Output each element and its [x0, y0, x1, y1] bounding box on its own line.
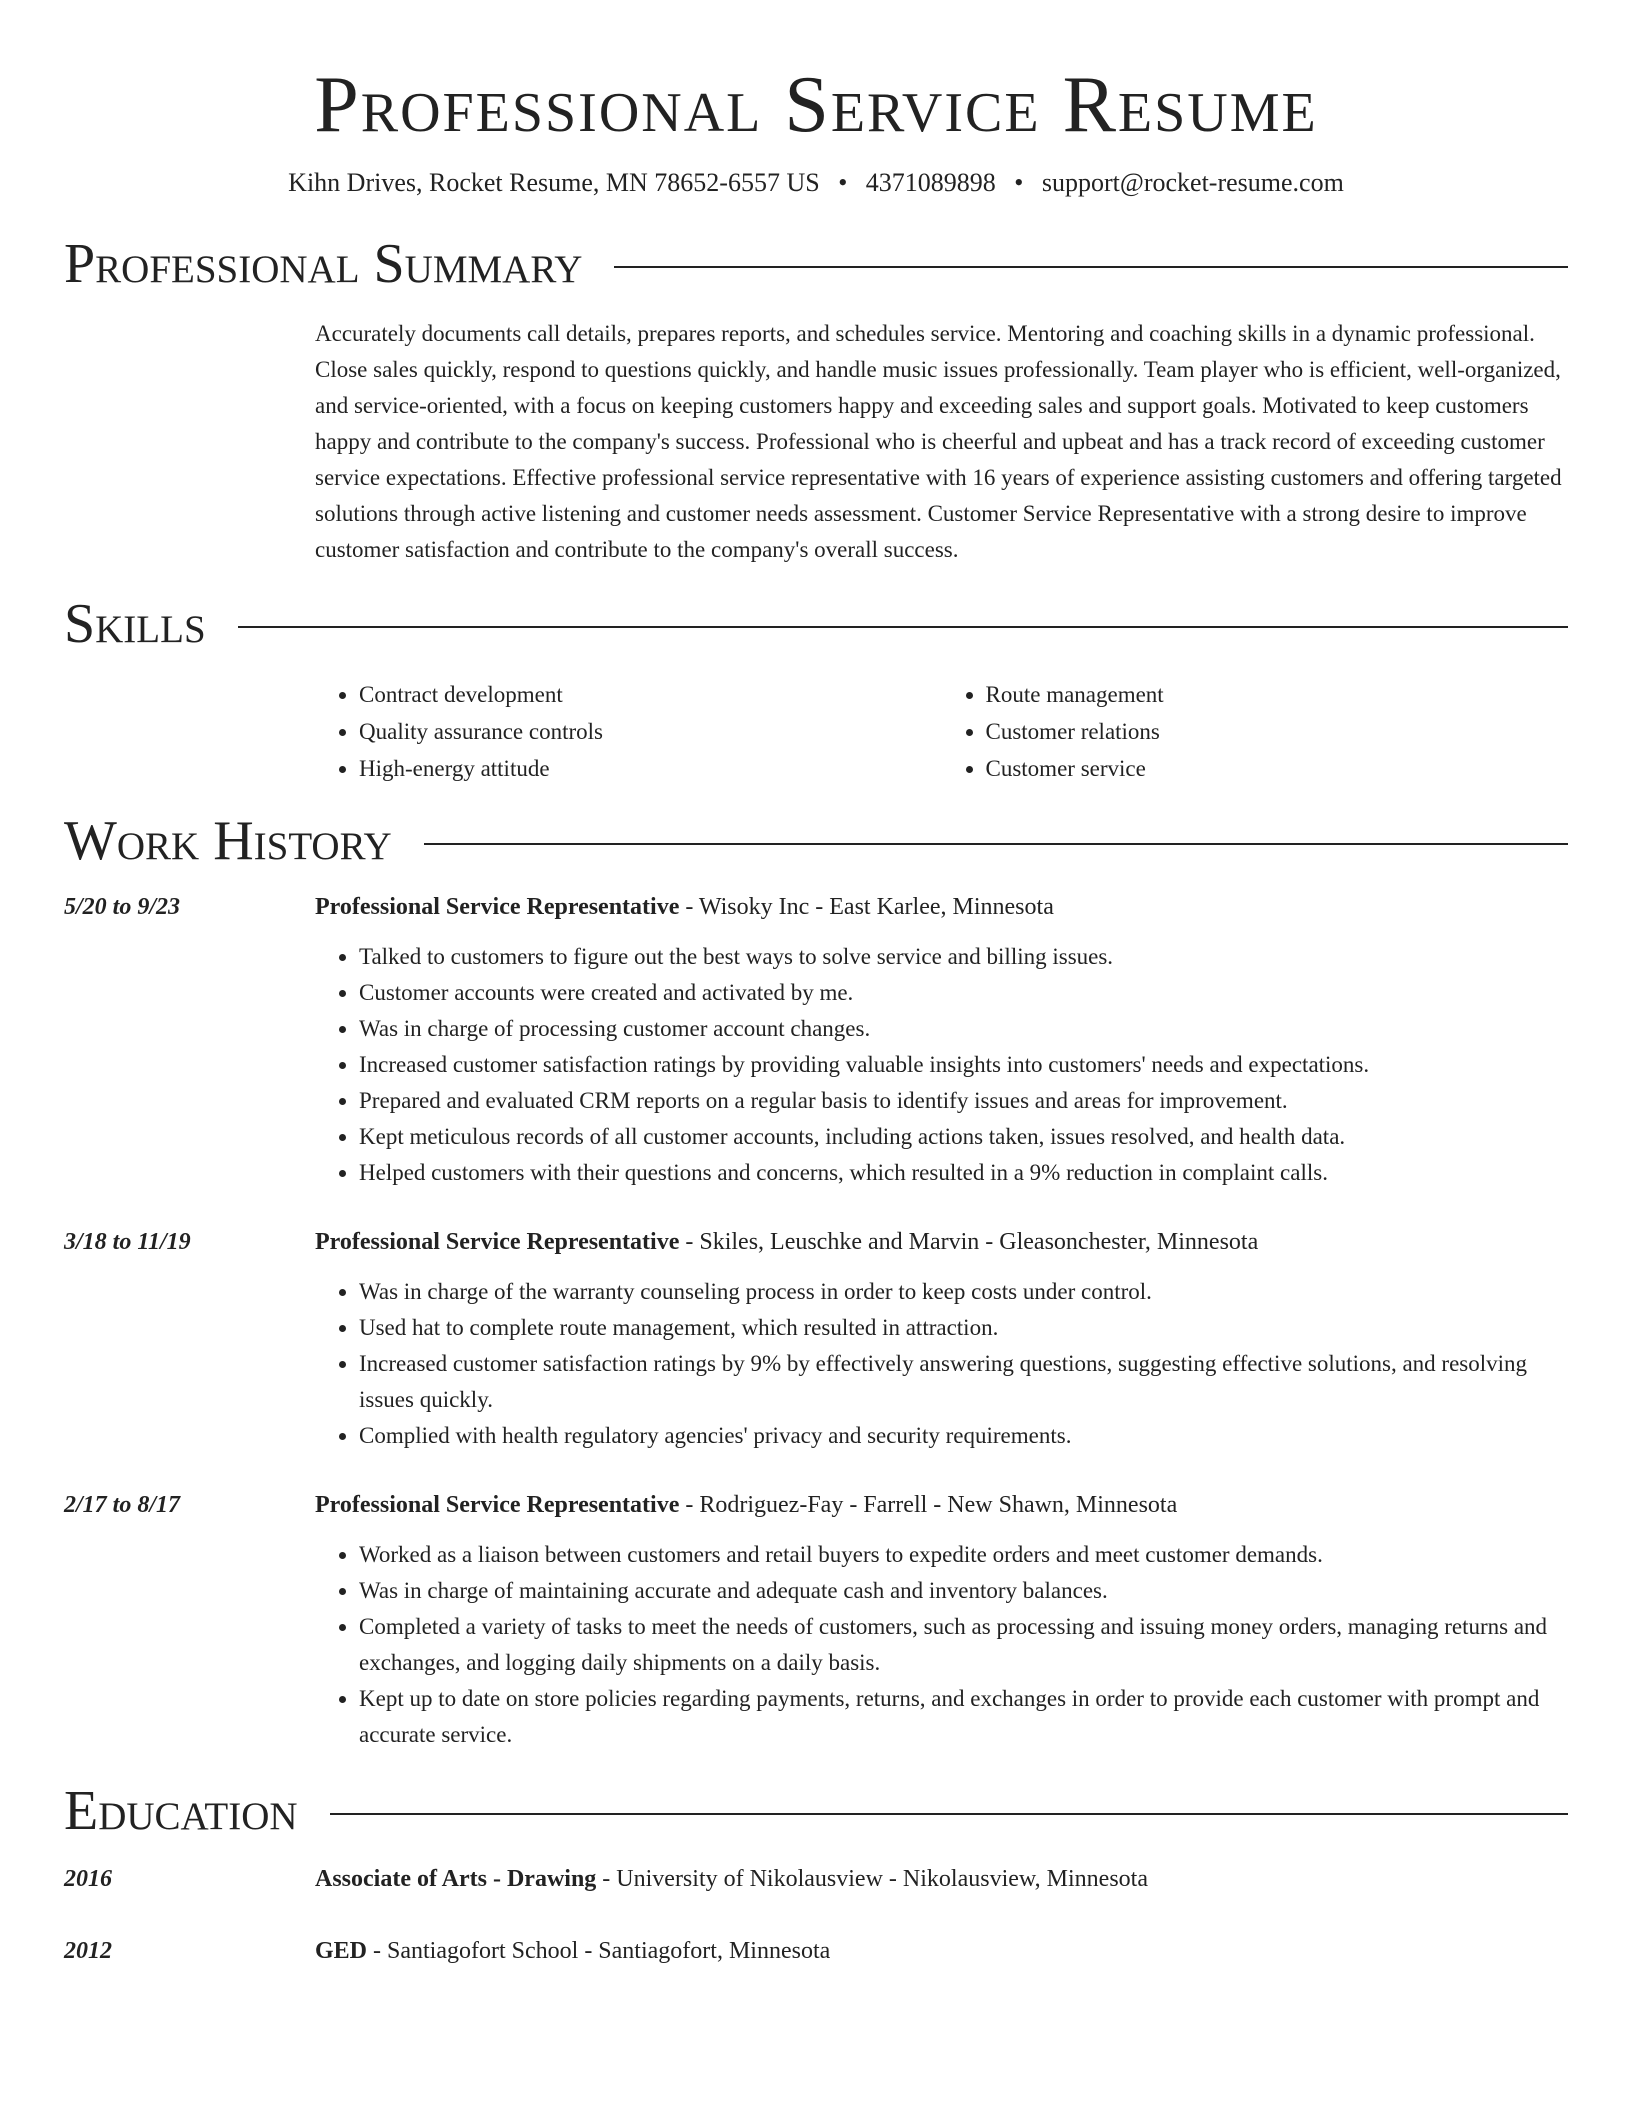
- skill-item: • High-energy attitude: [359, 750, 942, 787]
- skills-heading: Skills: [64, 593, 206, 655]
- job-bullet: • Prepared and evaluated CRM reports on a regular basis to identify issues and areas for improvement.: [359, 1083, 1568, 1119]
- job-bullet: • Kept up to date on store policies regarding payments, returns, and exchanges in order to provide each customer with prompt and accurate service.: [359, 1681, 1568, 1753]
- skill-item: • Contract development: [359, 676, 942, 713]
- skills-section: [64, 592, 1568, 787]
- job-bullet: • Increased customer satisfaction ratings by 9% by effectively answering questions, suggesting effective solutions, and resolving issues quickly.: [359, 1346, 1568, 1418]
- skill-item: • Customer service: [986, 750, 1569, 787]
- work-history-section: [64, 809, 1568, 1753]
- job-heading: [315, 1487, 1568, 1523]
- job-title: Professional Service Representative: [315, 1229, 680, 1255]
- job-bullets: [315, 1274, 1568, 1454]
- contact-email: support@rocket-resume.com: [1041, 168, 1344, 197]
- job-heading: [315, 889, 1568, 925]
- job-dates: 3/18 to 11/19: [64, 1229, 191, 1255]
- education-section: [64, 1779, 1568, 1969]
- contact-separator: •: [838, 168, 848, 197]
- job-dates: 5/20 to 9/23: [64, 894, 181, 920]
- job-bullet: • Talked to customers to figure out the best ways to solve service and billing issues.: [359, 939, 1568, 975]
- skills-grid: [315, 676, 1568, 787]
- job-bullet: • Completed a variety of tasks to meet the needs of customers, such as processing and issuing money orders, managing returns and exchanges, and logging daily shipments on a daily basis.: [359, 1609, 1568, 1681]
- job-bullet: • Helped customers with their questions and concerns, which resulted in a 9% reduction in complaint calls.: [359, 1155, 1568, 1191]
- education-heading: Education: [64, 1780, 298, 1842]
- skill-item: • Quality assurance controls: [359, 713, 942, 750]
- summary-heading: Professional Summary: [64, 233, 583, 295]
- job-bullet: • Was in charge of the warranty counseling process in order to keep costs under control.: [359, 1274, 1568, 1310]
- job-entry: [64, 1487, 1568, 1753]
- job-entry: [64, 1224, 1568, 1454]
- education-degree: GED: [315, 1938, 368, 1964]
- education-header: [64, 1779, 1568, 1843]
- job-dates: 2/17 to 8/17: [64, 1492, 181, 1518]
- education-degree: Associate of Arts - Drawing: [315, 1866, 597, 1892]
- skills-header: [64, 592, 1568, 656]
- job-company: - Rodriguez-Fay - Farrell - New Shawn, Minnesota: [679, 1492, 1178, 1518]
- job-bullet: • Customer accounts were created and activated by me.: [359, 975, 1568, 1011]
- section-divider: [238, 626, 1568, 628]
- job-bullet: • Complied with health regulatory agencies' privacy and security requirements.: [359, 1418, 1568, 1454]
- section-divider: [424, 843, 1568, 845]
- skill-item: • Customer relations: [986, 713, 1569, 750]
- job-company: - Wisoky Inc - East Karlee, Minnesota: [679, 894, 1054, 920]
- job-title: Professional Service Representative: [315, 894, 680, 920]
- contact-address: Kihn Drives, Rocket Resume, MN 78652-6557 US: [288, 168, 820, 197]
- job-company: - Skiles, Leuschke and Marvin - Gleasonchester, Minnesota: [679, 1229, 1259, 1255]
- resume-title: Professional Service Resume: [314, 61, 1318, 149]
- education-year: 2012: [64, 1938, 112, 1964]
- job-bullet: • Worked as a liaison between customers and retail buyers to expedite orders and meet customer demands.: [359, 1537, 1568, 1573]
- job-title: Professional Service Representative: [315, 1492, 680, 1518]
- job-bullet: • Used hat to complete route management, which resulted in attraction.: [359, 1310, 1568, 1346]
- skills-list-right: [942, 676, 1569, 787]
- job-bullet: • Kept meticulous records of all customer accounts, including actions taken, issues resolved, and health data.: [359, 1119, 1568, 1155]
- summary-text: Accurately documents call details, prepares reports, and schedules service. Mentoring and coaching skills in a dynamic professional. Close sales quickly, respond to questions quickly, and handle music issues professionally. Team player who is efficient, well-organized, and service-oriented, with a focus on keeping customers happy and exceeding sales and support goals. Motivated to keep customers happy and contribute to the company's success. Professional who is cheerful and upbeat and has a track record of exceeding customer service expectations. Effective professional service representative with 16 years of experience assisting customers and offering targeted solutions through active listening and customer needs assessment. Customer Service Representative with a strong desire to improve customer satisfaction and contribute to the company's overall success.: [315, 321, 1562, 562]
- job-heading: [315, 1224, 1568, 1260]
- job-bullet: • Was in charge of maintaining accurate and adequate cash and inventory balances.: [359, 1573, 1568, 1609]
- job-bullet: • Increased customer satisfaction ratings by providing valuable insights into customers' needs and expectations.: [359, 1047, 1568, 1083]
- summary-section: [64, 232, 1568, 568]
- skills-list-left: [315, 676, 942, 787]
- education-school: - University of Nikolausview - Nikolausview, Minnesota: [596, 1866, 1148, 1892]
- job-bullet: • Was in charge of processing customer account changes.: [359, 1011, 1568, 1047]
- contact-separator: •: [1014, 168, 1024, 197]
- job-bullets: [315, 939, 1568, 1191]
- job-bullets: [315, 1537, 1568, 1753]
- section-divider: [614, 266, 1568, 268]
- education-entry: [64, 1861, 1568, 1897]
- contact-phone: 4371089898: [865, 168, 996, 197]
- summary-header: [64, 232, 1568, 296]
- education-entry: [64, 1933, 1568, 1969]
- work-history-header: [64, 809, 1568, 873]
- education-year: 2016: [64, 1866, 112, 1892]
- education-school: - Santiagofort School - Santiagofort, Minnesota: [367, 1938, 831, 1964]
- job-entry: [64, 889, 1568, 1191]
- section-divider: [330, 1813, 1568, 1815]
- contact-info: [64, 168, 1568, 198]
- work-history-heading: Work History: [64, 810, 392, 872]
- skill-item: • Route management: [986, 676, 1569, 713]
